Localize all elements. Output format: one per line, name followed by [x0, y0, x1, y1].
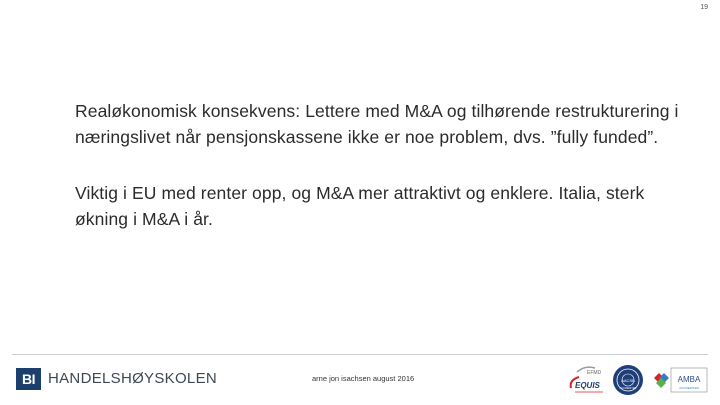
equis-logo — [565, 362, 607, 398]
slide-body — [75, 98, 695, 232]
aacsb-seal — [611, 362, 645, 398]
amba-sub: ACCREDITED — [679, 386, 699, 390]
equis-label: EQUIS — [575, 381, 600, 390]
slide-number: 19 — [700, 4, 708, 11]
amba-logo — [650, 362, 710, 398]
footer-author-date: arne jon isachsen august 2016 — [312, 374, 415, 383]
amba-label: AMBA — [677, 375, 701, 384]
bi-logo: BI — [16, 368, 41, 390]
school-name: HANDELSHØYSKOLEN — [48, 370, 218, 387]
aacsb-label: AACSB — [621, 378, 635, 383]
footer-divider — [12, 354, 708, 355]
aacsb-sub: ACCREDITED — [619, 387, 637, 390]
equis-org-text: EFMD — [587, 370, 602, 376]
paragraph-realokonomisk: Realøkonomisk konsekvens: Lettere med M&A og tilhørende restrukturering i næringslivet når pensjonskassene ikke er noe problem, dvs. ”fully funded”. — [75, 101, 679, 147]
paragraph-eu-italia: Viktig i EU med renter opp, og M&A mer attraktivt og enklere. Italia, sterk økning i M&A i år. — [75, 183, 645, 229]
